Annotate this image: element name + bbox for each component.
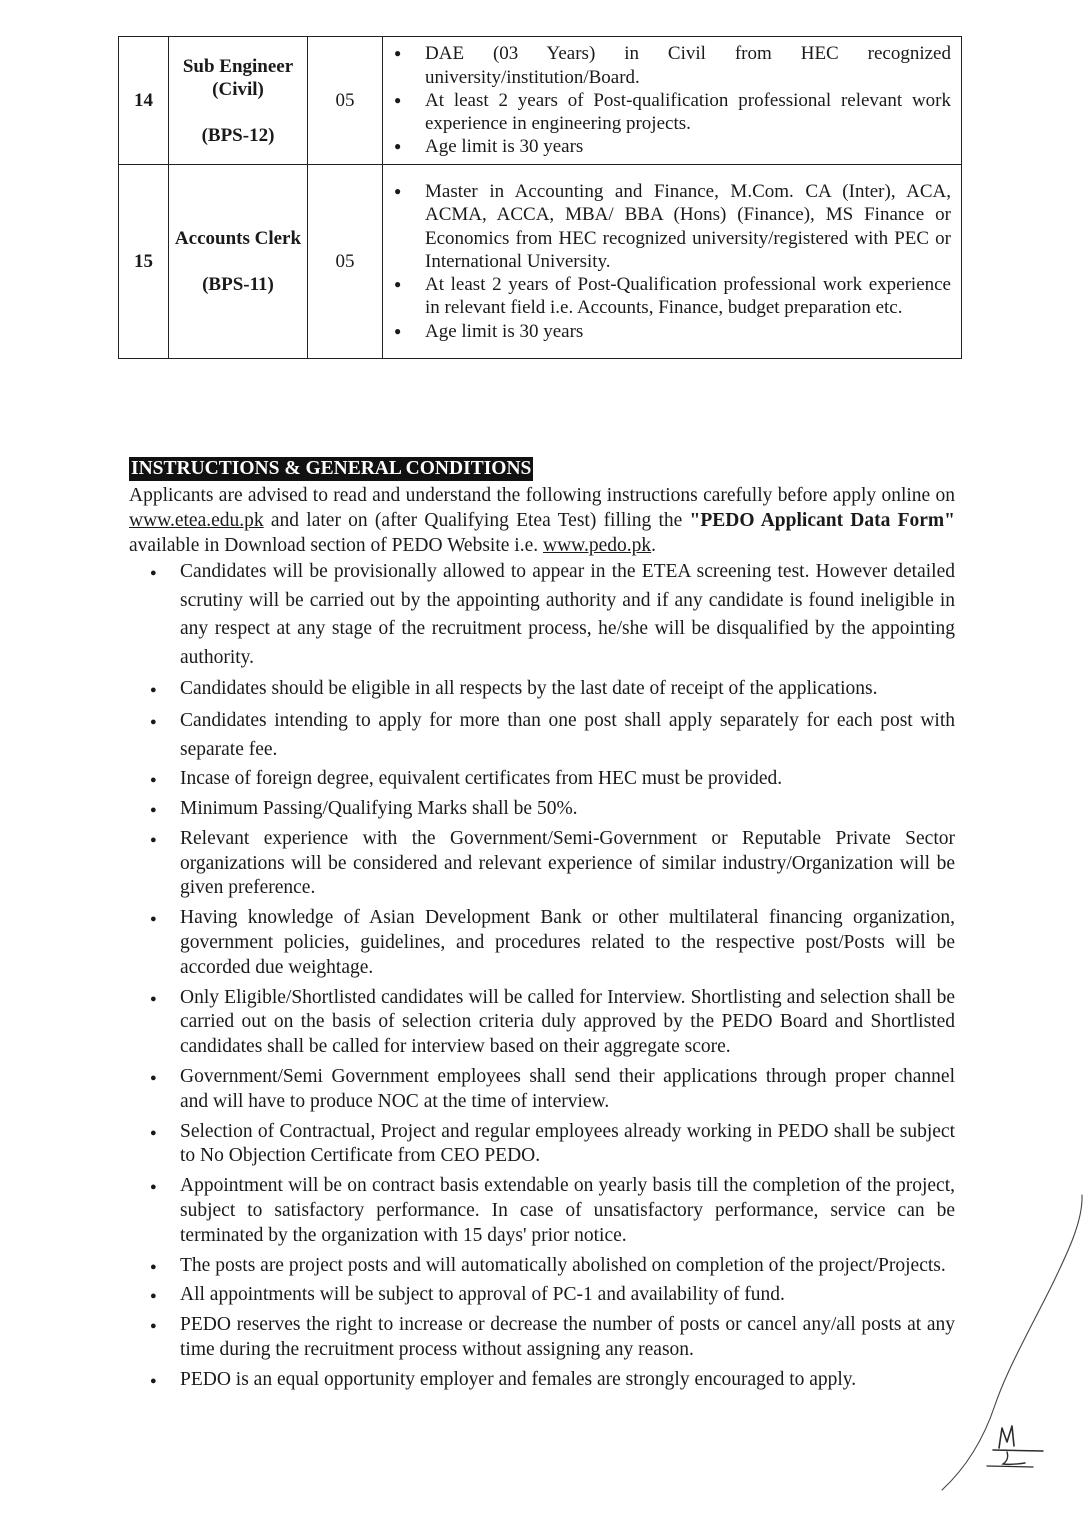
requirement-item: ● Age limit is 30 years <box>425 135 951 158</box>
requirements-cell <box>383 37 962 165</box>
table-row <box>119 37 962 165</box>
condition-item: ● Only Eligible/Shortlisted candidates will be called for Interview. Shortlisting and selection shall be carried out on the basis of selection criteria duly approved by the PEDO Board and Shortlisted candidates shall be called for interview based on their aggregate score. <box>180 986 955 1060</box>
requirements-list <box>383 180 961 342</box>
intro-text: available in Download section of PEDO Website i.e. <box>129 535 543 556</box>
condition-item: ● Relevant experience with the Government/Semi-Government or Reputable Private Sector organizations will be considered and relevant experience of similar industry/Organization will be given preference. <box>180 827 955 901</box>
condition-item: ● Having knowledge of Asian Development Bank or other multilateral financing organization, government policies, guidelines, and procedures related to the respective post/Posts will be accorded due weightage. <box>180 906 955 980</box>
data-form-name: "PEDO Applicant Data Form" <box>689 510 956 531</box>
requirement-item: ● DAE (03 Years) in Civil from HEC recognized university/institution/Board. <box>425 42 951 88</box>
condition-item: ● Government/Semi Government employees shall send their applications through proper channel and will have to produce NOC at the time of interview. <box>180 1065 955 1115</box>
requirement-item: ● At least 2 years of Post-qualification professional relevant work experience in engineering projects. <box>425 89 951 135</box>
posts-table <box>118 36 962 359</box>
intro-text: Applicants are advised to read and understand the following instructions carefully before apply online on <box>129 485 955 506</box>
post-quantity: 05 <box>308 165 383 359</box>
post-name: Accounts Clerk <box>174 228 302 249</box>
condition-item: ● PEDO is an equal opportunity employer and females are strongly encouraged to apply. <box>180 1368 955 1393</box>
signature-stroke <box>857 1190 1087 1510</box>
instructions-heading: INSTRUCTIONS & GENERAL CONDITIONS <box>131 458 532 479</box>
post-grade: (BPS-11) <box>202 274 274 295</box>
instructions-intro <box>129 483 955 558</box>
requirement-item: ● Master in Accounting and Finance, M.Com. CA (Inter), ACA, ACMA, ACCA, MBA/ BBA (Hons) (Finance), MS Finance or Economics from HEC recognized university/registered with PEC or International University. <box>425 180 951 273</box>
condition-item: ● Candidates will be provisionally allowed to appear in the ETEA screening test. However detailed scrutiny will be carried out by the appointing authority and if any candidate is found ineligible in any respect at any stage of the recruitment process, he/she will be disqualified by the appointing authority. <box>180 558 955 672</box>
condition-item: ● Incase of foreign degree, equivalent certificates from HEC must be provided. <box>180 767 955 792</box>
post-name: Sub Engineer (Civil) <box>182 55 294 100</box>
post-grade: (BPS-12) <box>201 124 275 146</box>
requirement-item: ● Age limit is 30 years <box>425 320 951 343</box>
condition-item: ● PEDO reserves the right to increase or decrease the number of posts or cancel any/all posts at any time during the recruitment process without assigning any reason. <box>180 1313 955 1363</box>
requirement-item: ● At least 2 years of Post-Qualification professional work experience in relevant field i.e. Accounts, Finance, budget preparation etc. <box>425 273 951 319</box>
post-title-cell <box>169 37 308 165</box>
condition-item: ● Appointment will be on contract basis extendable on yearly basis till the completion of the project, subject to satisfactory performance. In case of unsatisfactory performance, service can be terminated by the organization with 15 days' prior notice. <box>180 1174 955 1248</box>
instructions-section <box>129 457 955 1397</box>
condition-item: ● Candidates intending to apply for more than one post shall apply separately for each post with separate fee. <box>180 707 955 764</box>
conditions-list <box>129 558 955 1392</box>
condition-item: ● All appointments will be subject to approval of PC-1 and availability of fund. <box>180 1283 955 1308</box>
etea-link[interactable]: www.etea.edu.pk <box>129 510 264 531</box>
serial-number: 15 <box>119 165 169 359</box>
post-title-cell <box>169 165 308 359</box>
condition-item: ● Minimum Passing/Qualifying Marks shall be 50%. <box>180 797 955 822</box>
requirements-list <box>383 42 961 158</box>
intro-text: . <box>651 535 656 556</box>
serial-number: 14 <box>119 37 169 165</box>
condition-item: ● Candidates should be eligible in all respects by the last date of receipt of the applications. <box>180 675 955 704</box>
initials-signature <box>985 1420 1045 1475</box>
table-row <box>119 165 962 359</box>
requirements-cell <box>383 165 962 359</box>
pedo-link[interactable]: www.pedo.pk <box>542 535 652 556</box>
condition-item: ● The posts are project posts and will automatically abolished on completion of the project/Projects. <box>180 1254 955 1279</box>
post-quantity: 05 <box>308 37 383 165</box>
intro-text: and later on (after Qualifying Etea Test) filling the <box>263 510 690 531</box>
condition-item: ● Selection of Contractual, Project and regular employees already working in PEDO shall be subject to No Objection Certificate from CEO PEDO. <box>180 1120 955 1170</box>
